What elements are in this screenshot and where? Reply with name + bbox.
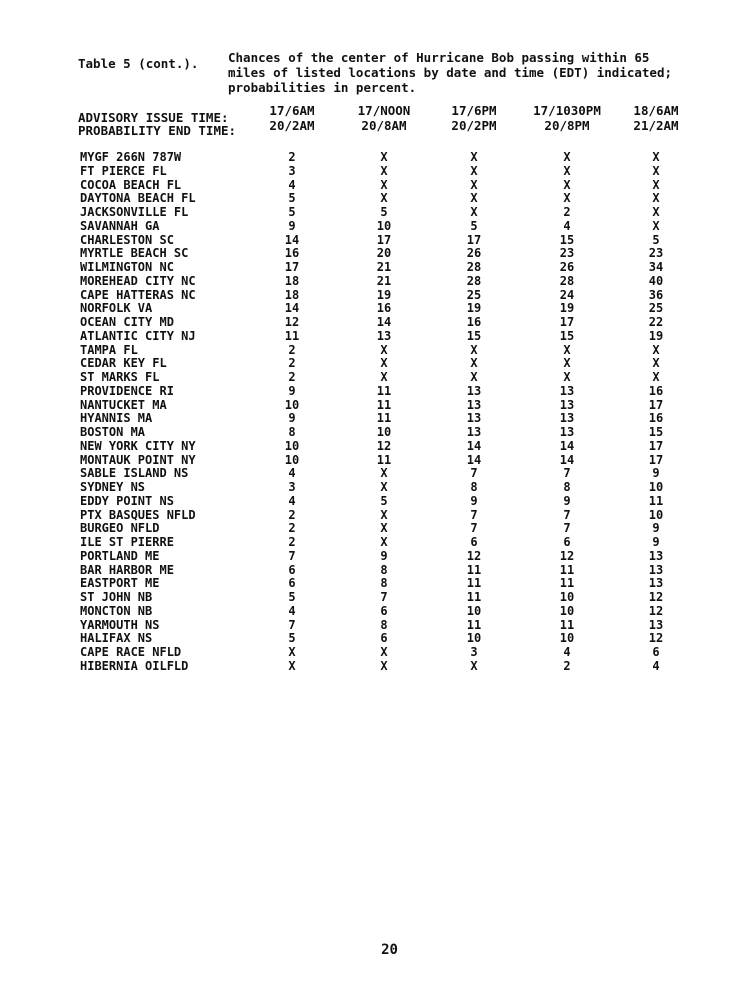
probability-cell: 7 <box>470 507 478 522</box>
probability-cell: 28 <box>559 273 575 288</box>
probability-cell: 8 <box>380 576 388 591</box>
probability-cell: 4 <box>288 466 296 481</box>
probability-cell: 28 <box>466 260 482 274</box>
probability-cell: 11 <box>466 562 482 577</box>
probability-cell: X <box>380 177 388 192</box>
probability-cell: 13 <box>559 411 575 426</box>
table-row <box>0 480 749 494</box>
probability-cell: 2 <box>288 521 296 536</box>
probability-cell: 11 <box>559 562 575 577</box>
probability-cell: 16 <box>466 315 482 329</box>
probability-cell: 16 <box>648 411 664 426</box>
probability-cell: 4 <box>288 603 296 618</box>
table-row <box>0 563 749 577</box>
probability-cell: X <box>380 480 388 494</box>
probability-cell: X <box>380 191 388 206</box>
probability-cell: 16 <box>376 301 392 316</box>
probability-cell: X <box>470 658 478 673</box>
probability-cell: 7 <box>470 466 478 481</box>
probability-cell: 13 <box>648 576 664 591</box>
column-issue-time: 17/6PM <box>451 103 497 118</box>
probability-cell: 5 <box>380 205 388 219</box>
probability-cell: 11 <box>284 328 300 343</box>
probability-cell: 5 <box>288 205 296 219</box>
probability-cell: 5 <box>652 232 660 247</box>
probability-cell: X <box>380 370 388 384</box>
location-name: MYGF 266N 787W <box>80 150 182 164</box>
probability-cell: 13 <box>466 383 482 398</box>
probability-cell: X <box>563 191 571 206</box>
probability-cell: 4 <box>563 218 571 233</box>
probability-cell: X <box>470 150 478 164</box>
probability-cell: 12 <box>559 548 575 563</box>
column-issue-time: 17/6AM <box>269 103 315 118</box>
probability-cell: 9 <box>470 493 478 508</box>
location-name: SAVANNAH GA <box>80 218 160 233</box>
table-row <box>0 356 749 370</box>
column-issue-time: 18/6AM <box>633 103 679 118</box>
probability-cell: 36 <box>648 287 664 302</box>
probability-cell: 11 <box>466 617 482 632</box>
column-end-time: 20/2PM <box>451 118 497 133</box>
probability-cell: 7 <box>380 590 388 604</box>
probability-cell: 10 <box>466 631 482 646</box>
probability-cell: 17 <box>648 438 664 453</box>
probability-cell: 9 <box>288 383 296 398</box>
location-name: CEDAR KEY FL <box>80 356 167 371</box>
location-name: HYANNIS MA <box>80 411 153 426</box>
probability-cell: X <box>652 163 660 178</box>
column-end-time: 20/8AM <box>361 118 407 133</box>
table-row <box>0 288 749 302</box>
probability-cell: 25 <box>648 301 664 316</box>
probability-cell: 4 <box>563 645 571 659</box>
probability-cell: 11 <box>376 411 392 426</box>
probability-cell: 10 <box>376 425 392 439</box>
column-end-time: 20/2AM <box>269 118 315 133</box>
probability-cell: 10 <box>559 603 575 618</box>
probability-cell: 14 <box>284 232 300 247</box>
probability-cell: 11 <box>466 590 482 604</box>
probability-cell: X <box>380 150 388 164</box>
probability-cell: 15 <box>466 328 482 343</box>
caption-text: Chances of the center of Hurricane Bob passing within 65 miles of listed locations by date and time (EDT) indicated; probabilities in percent. <box>228 50 673 95</box>
probability-cell: 5 <box>288 191 296 206</box>
probability-cell: 10 <box>466 603 482 618</box>
location-name: SABLE ISLAND NS <box>80 466 189 481</box>
location-name: PORTLAND ME <box>80 548 160 563</box>
probability-cell: 9 <box>380 548 388 563</box>
location-name: MOREHEAD CITY NC <box>80 273 196 288</box>
advisory-issue-label: ADVISORY ISSUE TIME: <box>78 110 229 125</box>
probability-cell: 8 <box>380 617 388 632</box>
probability-cell: 9 <box>288 411 296 426</box>
probability-cell: 17 <box>376 232 392 247</box>
probability-cell: 5 <box>470 218 478 233</box>
probability-cell: X <box>652 177 660 192</box>
probability-cell: X <box>380 356 388 371</box>
probability-cell: 13 <box>376 328 392 343</box>
location-name: DAYTONA BEACH FL <box>80 191 196 206</box>
probability-cell: X <box>380 521 388 536</box>
probability-cell: 12 <box>284 315 300 329</box>
probability-cell: 2 <box>288 507 296 522</box>
probability-cell: 19 <box>376 287 392 302</box>
probability-cell: 10 <box>648 507 664 522</box>
probability-cell: 2 <box>288 535 296 549</box>
probability-cell: X <box>380 535 388 549</box>
table-row <box>0 260 749 274</box>
probability-cell: 7 <box>563 466 571 481</box>
location-name: PTX BASQUES NFLD <box>80 507 196 522</box>
probability-cell: 8 <box>288 425 296 439</box>
location-name: EDDY POINT NS <box>80 493 174 508</box>
location-name: NANTUCKET MA <box>80 397 167 412</box>
table-row <box>0 411 749 425</box>
table-row <box>0 191 749 205</box>
probability-cell: 14 <box>559 452 575 467</box>
probability-cell: X <box>563 356 571 371</box>
probability-cell: 8 <box>563 480 571 494</box>
probability-cell: 14 <box>284 301 300 316</box>
probability-cell: 15 <box>559 328 575 343</box>
probability-cell: 12 <box>648 631 664 646</box>
location-name: CHARLESTON SC <box>80 232 174 247</box>
column-issue-time: 17/1030PM <box>533 103 601 118</box>
location-name: BOSTON MA <box>80 425 146 439</box>
probability-cell: 40 <box>648 273 664 288</box>
probability-cell: 6 <box>563 535 571 549</box>
probability-cell: X <box>470 356 478 371</box>
probability-cell: X <box>470 191 478 206</box>
probability-cell: 15 <box>648 425 664 439</box>
probability-cell: X <box>470 342 478 357</box>
probability-cell: 9 <box>288 218 296 233</box>
probability-cell: 6 <box>288 562 296 577</box>
location-name: PROVIDENCE RI <box>80 383 174 398</box>
location-name: JACKSONVILLE FL <box>80 205 189 219</box>
probability-cell: X <box>470 177 478 192</box>
table-row <box>0 233 749 247</box>
table-row <box>0 315 749 329</box>
probability-cell: X <box>652 218 660 233</box>
probability-cell: 13 <box>466 425 482 439</box>
probability-cell: 10 <box>648 480 664 494</box>
probability-cell: 9 <box>652 521 660 536</box>
probability-cell: 26 <box>559 260 575 274</box>
probability-cell: 16 <box>284 246 300 261</box>
probability-cell: X <box>380 163 388 178</box>
probability-cell: X <box>652 356 660 371</box>
column-issue-time: 17/NOON <box>357 103 411 118</box>
probability-cell: 2 <box>288 370 296 384</box>
probability-cell: 5 <box>380 493 388 508</box>
probability-end-label: PROBABILITY END TIME: <box>78 123 237 138</box>
probability-cell: 9 <box>652 535 660 549</box>
probability-cell: X <box>380 507 388 522</box>
probability-cell: 13 <box>648 562 664 577</box>
probability-cell: 11 <box>376 383 392 398</box>
probability-cell: 14 <box>376 315 392 329</box>
probability-cell: 34 <box>648 260 664 274</box>
probability-cell: 10 <box>284 438 300 453</box>
table-row <box>0 205 749 219</box>
probability-cell: 13 <box>559 397 575 412</box>
probability-cell: 23 <box>648 246 664 261</box>
probability-cell: 6 <box>652 645 660 659</box>
column-end-time: 20/8PM <box>544 118 590 133</box>
probability-cell: 23 <box>559 246 575 261</box>
probability-cell: X <box>652 370 660 384</box>
location-name: MONTAUK POINT NY <box>80 452 196 467</box>
probability-cell: X <box>563 370 571 384</box>
probability-table <box>0 150 749 673</box>
table-row <box>0 178 749 192</box>
probability-cell: 24 <box>559 287 575 302</box>
probability-cell: 14 <box>466 452 482 467</box>
location-name: ILE ST PIERRE <box>80 535 174 549</box>
probability-cell: X <box>563 177 571 192</box>
probability-cell: 10 <box>376 218 392 233</box>
probability-cell: X <box>380 658 388 673</box>
probability-cell: 6 <box>470 535 478 549</box>
location-name: CAPE HATTERAS NC <box>80 287 196 302</box>
location-name: NEW YORK CITY NY <box>80 438 196 453</box>
table-row <box>0 150 749 164</box>
probability-cell: 13 <box>648 617 664 632</box>
table-row <box>0 659 749 673</box>
table-row <box>0 466 749 480</box>
location-name: SYDNEY NS <box>80 480 146 494</box>
location-name: MONCTON NB <box>80 603 153 618</box>
probability-cell: X <box>470 163 478 178</box>
probability-cell: 17 <box>284 260 300 274</box>
probability-cell: 12 <box>466 548 482 563</box>
probability-cell: 17 <box>559 315 575 329</box>
table-row <box>0 521 749 535</box>
table-row <box>0 398 749 412</box>
table-row <box>0 508 749 522</box>
table-row <box>0 631 749 645</box>
caption-label: Table 5 (cont.). <box>78 56 199 71</box>
probability-cell: 9 <box>652 466 660 481</box>
probability-cell: 17 <box>466 232 482 247</box>
probability-cell: X <box>380 466 388 481</box>
probability-cell: 6 <box>288 576 296 591</box>
probability-cell: 11 <box>466 576 482 591</box>
probability-cell: X <box>380 645 388 659</box>
table-row <box>0 343 749 357</box>
probability-cell: 14 <box>559 438 575 453</box>
location-name: ST JOHN NB <box>80 590 153 604</box>
probability-cell: X <box>380 342 388 357</box>
probability-cell: 11 <box>376 452 392 467</box>
probability-cell: 11 <box>559 576 575 591</box>
table-row <box>0 576 749 590</box>
table-row <box>0 439 749 453</box>
table-row <box>0 246 749 260</box>
probability-cell: 22 <box>648 315 664 329</box>
location-name: ATLANTIC CITY NJ <box>80 328 196 343</box>
probability-cell: 2 <box>563 205 571 219</box>
table-row <box>0 645 749 659</box>
probability-cell: 7 <box>470 521 478 536</box>
probability-cell: 10 <box>559 590 575 604</box>
probability-cell: 18 <box>284 287 300 302</box>
probability-cell: 15 <box>559 232 575 247</box>
location-name: COCOA BEACH FL <box>80 177 182 192</box>
probability-cell: 18 <box>284 273 300 288</box>
probability-cell: 8 <box>470 480 478 494</box>
probability-cell: X <box>652 342 660 357</box>
probability-cell: 28 <box>466 273 482 288</box>
probability-cell: 3 <box>288 163 296 178</box>
table-row <box>0 590 749 604</box>
probability-cell: 11 <box>376 397 392 412</box>
table-row <box>0 219 749 233</box>
probability-cell: X <box>652 205 660 219</box>
probability-cell: 19 <box>648 328 664 343</box>
probability-cell: 26 <box>466 246 482 261</box>
location-name: YARMOUTH NS <box>80 617 160 632</box>
table-row <box>0 494 749 508</box>
table-row <box>0 453 749 467</box>
location-name: ST MARKS FL <box>80 370 160 384</box>
probability-cell: 6 <box>380 603 388 618</box>
probability-cell: X <box>563 150 571 164</box>
probability-cell: 13 <box>648 548 664 563</box>
probability-cell: 16 <box>648 383 664 398</box>
table-row <box>0 618 749 632</box>
probability-cell: 17 <box>648 452 664 467</box>
location-name: BAR HARBOR ME <box>80 562 174 577</box>
probability-cell: 13 <box>559 383 575 398</box>
probability-cell: 10 <box>559 631 575 646</box>
table-row <box>0 425 749 439</box>
location-name: FT PIERCE FL <box>80 163 167 178</box>
probability-cell: 12 <box>648 590 664 604</box>
probability-cell: 21 <box>376 260 392 274</box>
probability-cell: 17 <box>648 397 664 412</box>
probability-cell: 5 <box>288 631 296 646</box>
probability-cell: 4 <box>288 177 296 192</box>
probability-cell: X <box>288 658 296 673</box>
probability-cell: X <box>563 163 571 178</box>
probability-cell: 12 <box>648 603 664 618</box>
probability-cell: 3 <box>288 480 296 494</box>
probability-cell: 14 <box>466 438 482 453</box>
probability-cell: 19 <box>466 301 482 316</box>
probability-cell: 4 <box>652 658 660 673</box>
probability-cell: 6 <box>380 631 388 646</box>
location-name: BURGEO NFLD <box>80 521 160 536</box>
probability-cell: 9 <box>563 493 571 508</box>
probability-cell: 8 <box>380 562 388 577</box>
table-row <box>0 329 749 343</box>
location-name: WILMINGTON NC <box>80 260 174 274</box>
location-name: CAPE RACE NFLD <box>80 645 182 659</box>
table-row <box>0 370 749 384</box>
probability-cell: 3 <box>470 645 478 659</box>
probability-cell: X <box>652 150 660 164</box>
probability-cell: 13 <box>466 397 482 412</box>
table-row <box>0 164 749 178</box>
probability-cell: 5 <box>288 590 296 604</box>
table-row <box>0 274 749 288</box>
probability-cell: 20 <box>376 246 392 261</box>
table-row <box>0 535 749 549</box>
probability-cell: X <box>470 370 478 384</box>
probability-cell: X <box>470 205 478 219</box>
probability-cell: 21 <box>376 273 392 288</box>
probability-cell: 10 <box>284 397 300 412</box>
probability-cell: 2 <box>288 342 296 357</box>
probability-cell: 2 <box>563 658 571 673</box>
probability-cell: X <box>652 191 660 206</box>
probability-cell: 2 <box>288 356 296 371</box>
probability-cell: X <box>563 342 571 357</box>
probability-cell: 10 <box>284 452 300 467</box>
probability-cell: 11 <box>559 617 575 632</box>
probability-cell: 7 <box>288 617 296 632</box>
page-number: 20 <box>381 942 398 958</box>
location-name: NORFOLK VA <box>80 301 153 316</box>
probability-cell: 25 <box>466 287 482 302</box>
probability-cell: 7 <box>288 548 296 563</box>
table-row <box>0 604 749 618</box>
probability-cell: X <box>288 645 296 659</box>
probability-cell: 13 <box>559 425 575 439</box>
probability-cell: 13 <box>466 411 482 426</box>
probability-cell: 7 <box>563 521 571 536</box>
probability-cell: 19 <box>559 301 575 316</box>
location-name: OCEAN CITY MD <box>80 315 174 329</box>
location-name: TAMPA FL <box>80 342 138 357</box>
table-row <box>0 301 749 315</box>
location-name: HIBERNIA OILFLD <box>80 658 189 673</box>
table-row <box>0 384 749 398</box>
probability-cell: 2 <box>288 150 296 164</box>
probability-cell: 7 <box>563 507 571 522</box>
location-name: MYRTLE BEACH SC <box>80 246 189 261</box>
column-end-time: 21/2AM <box>633 118 679 133</box>
location-name: HALIFAX NS <box>80 631 153 646</box>
probability-cell: 12 <box>376 438 392 453</box>
probability-cell: 4 <box>288 493 296 508</box>
probability-cell: 11 <box>648 493 664 508</box>
table-row <box>0 549 749 563</box>
location-name: EASTPORT ME <box>80 576 160 591</box>
